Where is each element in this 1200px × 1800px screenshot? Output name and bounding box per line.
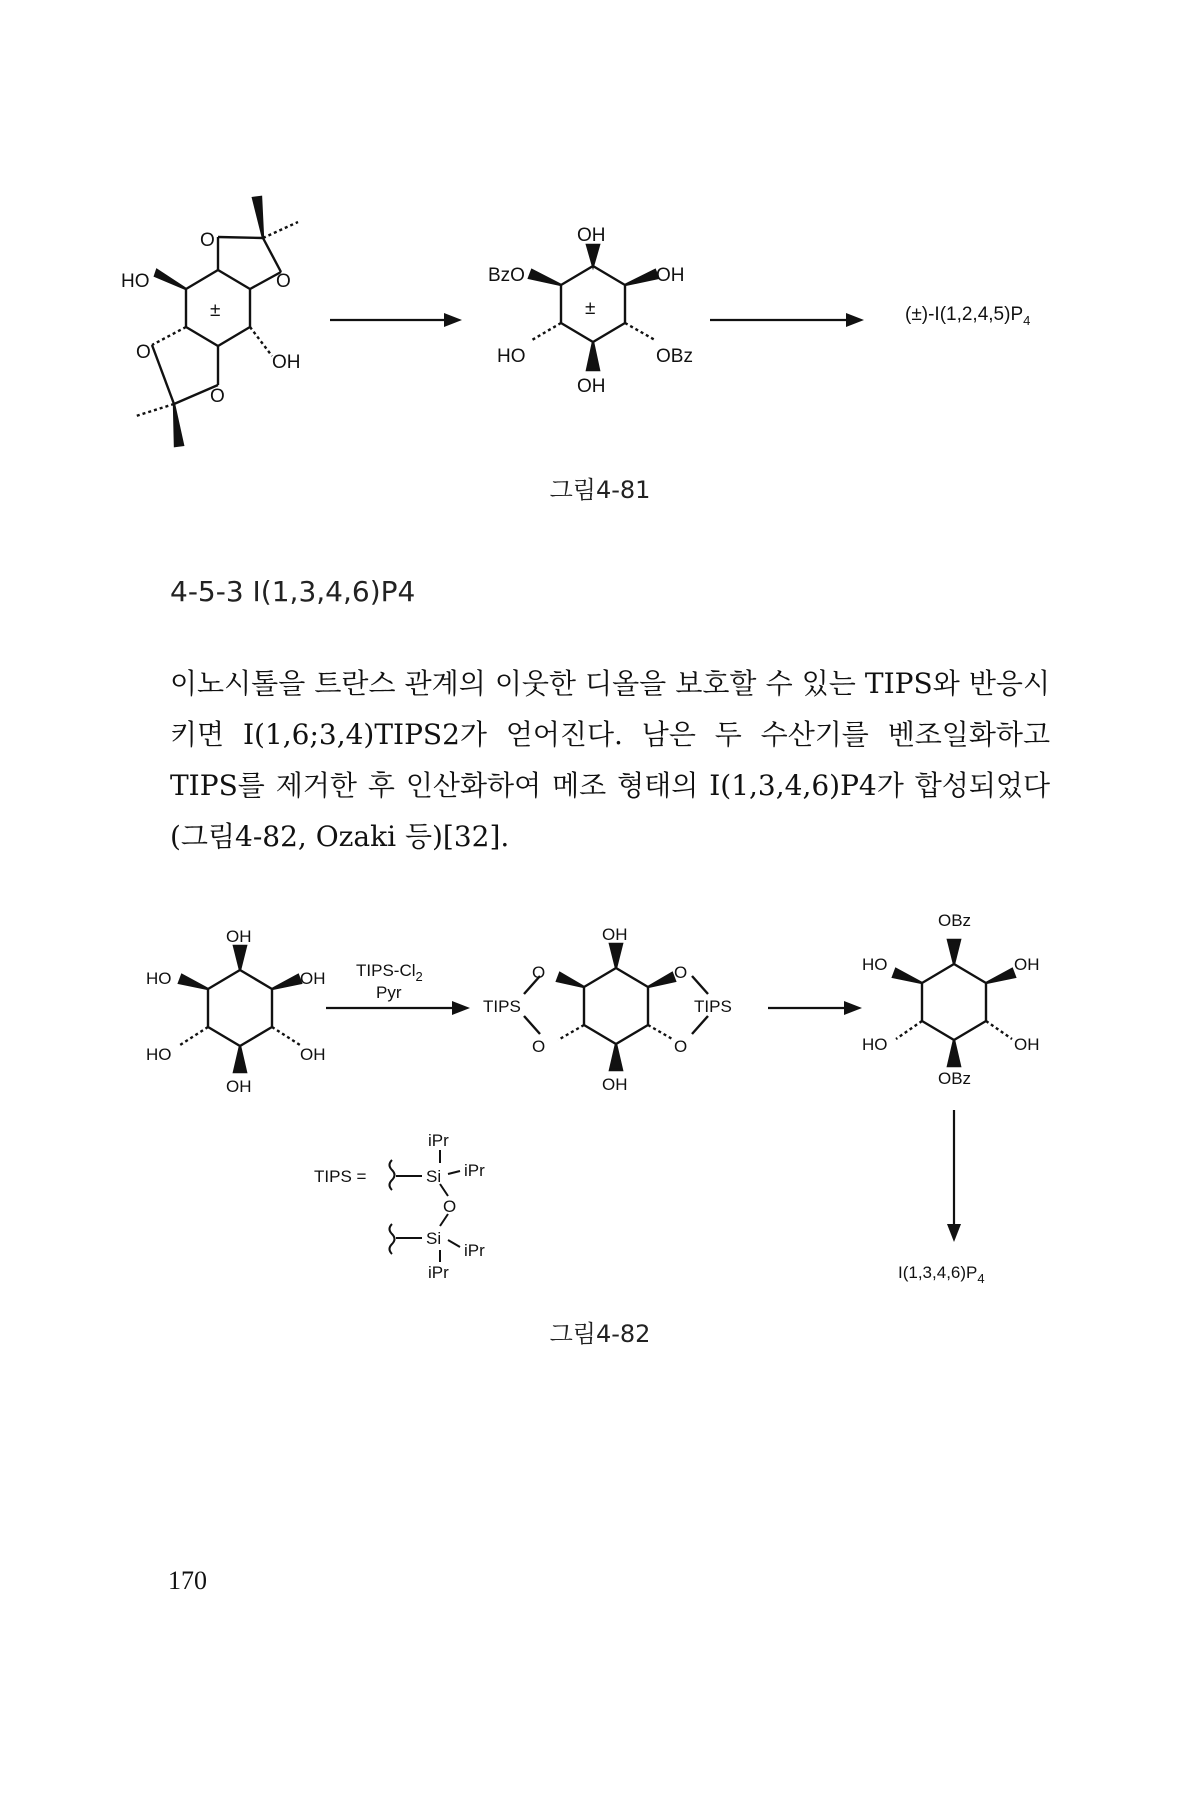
tips-definition-label: TIPS = [314,1167,367,1186]
label-isopropyl: iPr [464,1161,485,1180]
label-ring-oxygen: O [200,230,215,251]
label-hydroxyl: OH [602,925,628,944]
reagent-subscript: 2 [415,969,423,984]
label-hydroxyl: OH [577,225,606,246]
label-hydroxyl: OH [1014,955,1040,974]
label-silicon: Si [426,1167,442,1186]
label-hydroxyl: OH [656,265,685,286]
label-hydroxyl: OH [226,1077,252,1096]
label-hydroxyl: OH [226,927,252,946]
label-ring-oxygen: O [532,1037,546,1056]
label-ring-oxygen: O [674,1037,688,1056]
section-heading: 4-5-3 I(1,3,4,6)P4 [170,575,416,608]
paragraph-text: 이노시톨을 트란스 관계의 이웃한 디올을 보호할 수 있는 TIPS와 반응시키면 I(1,6;3,4)TIPS2가 얻어진다. 남은 두 수산기를 벤조일화하고 TIPS를 제거한 후 인산화하여 메조 형태의 I(1,3,4,6)P4가 합성되었다(그림4-82, Ozaki 등)[32]. [170,667,1050,853]
label-silicon: Si [426,1229,442,1248]
structure-inositol [179,946,301,1072]
reagent-label [356,961,423,984]
label-hydroxyl: HO [146,969,172,988]
label-ring-oxygen: O [210,386,225,407]
label-hydroxyl: OH [602,1075,628,1094]
product-name: (±)-I(1,2,4,5)P [905,304,1024,325]
label-hydroxyl: HO [862,1035,888,1054]
label-hydroxyl: OH [1014,1035,1040,1054]
label-benzoyloxy: OBz [938,1069,972,1088]
structure-inositol-dibenzoate [893,940,1015,1066]
label-hydroxyl: HO [146,1045,172,1064]
figure-caption: 그림4-81 [549,476,651,504]
label-ring-oxygen: O [674,963,688,982]
product-name: I(1,3,4,6)P [898,1263,978,1282]
label-hydroxyl: OH [577,376,606,397]
label-ring-oxygen: O [532,963,546,982]
product-subscript: 4 [977,1271,985,1286]
label-benzoyloxy: OBz [656,346,693,367]
label-hydroxyl: HO [862,955,888,974]
label-hydroxyl: OH [300,1045,326,1064]
reaction-arrow [768,1001,862,1015]
label-tips-group: TIPS [694,997,732,1016]
label-ring-oxygen: O [276,271,291,292]
label-isopropyl: iPr [464,1241,485,1260]
reagent-name: TIPS-Cl [356,961,416,980]
label-hydroxyl: HO [121,271,150,292]
label-isopropyl: iPr [428,1131,449,1150]
label-benzoyloxy: BzO [488,265,525,286]
label-racemic: ± [585,298,596,319]
label-ring-oxygen: O [136,342,151,363]
page-number: 170 [168,1566,207,1595]
figure-caption: 그림4-82 [549,1320,651,1348]
label-hydroxyl: OH [300,969,326,988]
label-hydroxyl: OH [272,352,301,373]
product-label [898,1263,985,1286]
reaction-arrow [326,1001,470,1015]
solvent-label: Pyr [376,983,402,1002]
label-racemic: ± [210,300,221,321]
label-oxygen: O [443,1197,457,1216]
label-benzoyloxy: OBz [938,911,972,930]
label-isopropyl: iPr [428,1263,449,1282]
label-tips-group: TIPS [483,997,521,1016]
label-hydroxyl: HO [497,346,526,367]
product-subscript: 4 [1023,313,1031,328]
reaction-arrow-down [947,1110,961,1242]
